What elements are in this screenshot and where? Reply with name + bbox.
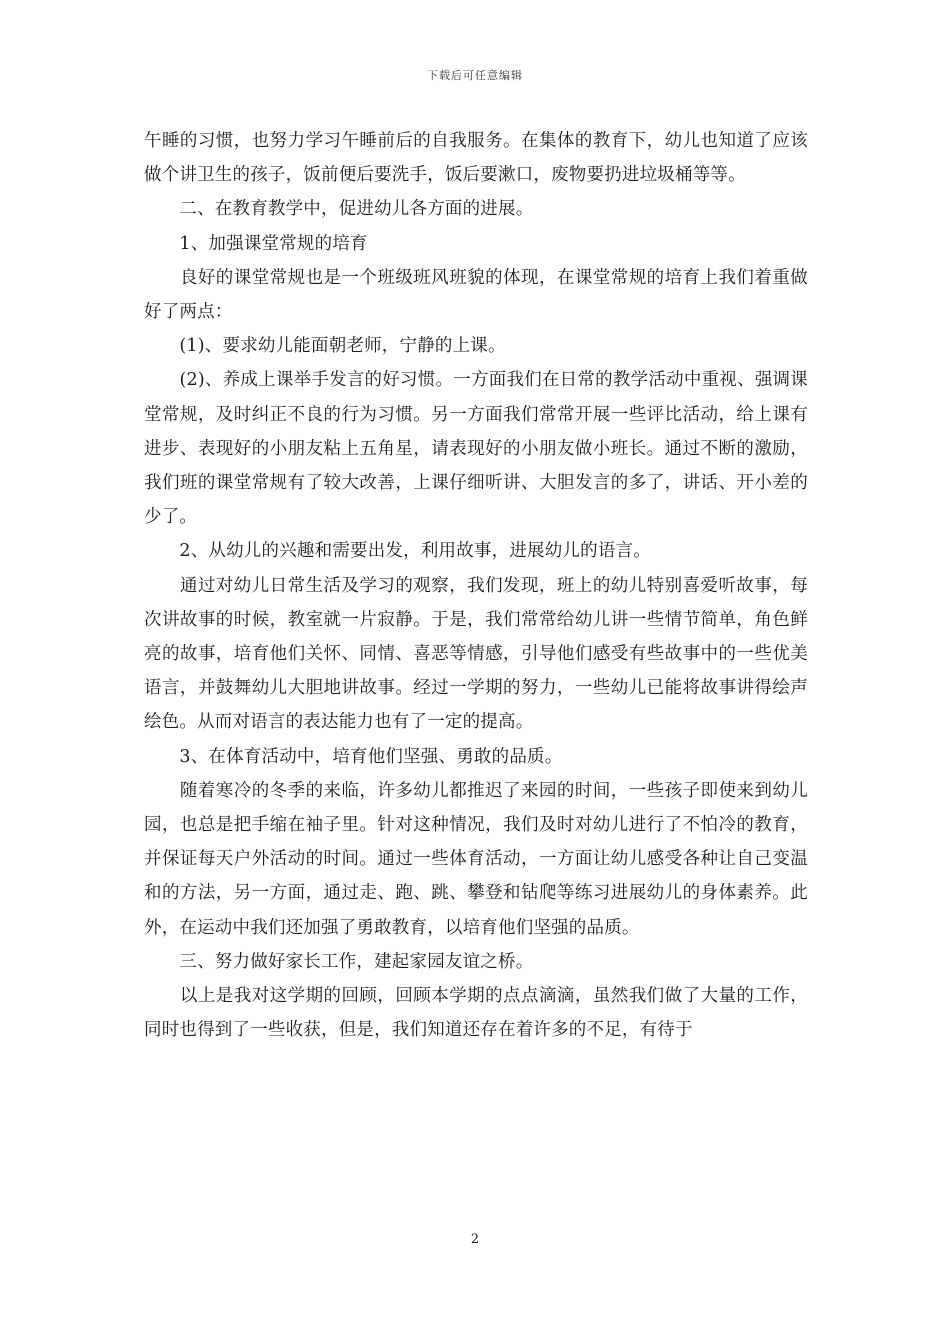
page-number: 2 [470,1232,480,1247]
section-heading: 二、在教育教学中，促进幼儿各方面的进展。 [144,199,534,220]
body-paragraph: 以上是我对这学期的回顾，回顾本学期的点点滴滴，虽然我们做了大量的工作，同时也得到了一些收获，但是，我们知道还存在着许多的不足，有待于 [144,986,808,1041]
body-paragraph: 随着寒冷的冬季的来临，许多幼儿都推迟了来园的时间，一些孩子即使来到幼儿园，也总是把手缩在袖子里。针对这种情况，我们及时对幼儿进行了不怕冷的教育，并保证每天户外活动的时间。通过一些体育活动，一方面让幼儿感受各种让自己变温和的方法，另一方面，通过走、跑、跳、攀登和钻爬等练习进展幼儿的身体素养。此外，在运动中我们还加强了勇敢教育，以培育他们坚强的品质。 [144,780,808,938]
subsection-heading: 2、从幼儿的兴趣和需要出发，利用故事，进展幼儿的语言。 [144,541,651,562]
list-item: (1)、要求幼儿能面朝老师，宁静的上课。 [144,336,506,357]
body-paragraph: 良好的课堂常规也是一个班级班风班貌的体现，在课堂常规的培育上我们着重做好了两点： [144,267,808,323]
subsection-heading: 3、在体育活动中，培育他们坚强、勇敢的品质。 [144,746,563,767]
body-paragraph: 午睡的习惯，也努力学习午睡前后的自我服务。在集体的教育下，幼儿也知道了应该做个讲卫生的孩子，饭前便后要洗手，饭后要漱口，废物要扔进垃圾桶等等。 [144,131,808,186]
body-paragraph: 通过对幼儿日常生活及学习的观察，我们发现，班上的幼儿特别喜爱听故事，每次讲故事的时候，教室就一片寂静。于是，我们常常给幼儿讲一些情节简单，角色鲜亮的故事，培育他们关怀、同情、喜恶等情感，引导他们感受有些故事中的一些优美语言，并鼓舞幼儿大胆地讲故事。经过一学期的努力，一些幼儿已能将故事讲得绘声绘色。从而对语言的表达能力也有了一定的提高。 [144,575,808,733]
section-heading: 三、努力做好家长工作，建起家园友谊之桥。 [144,951,534,972]
document-body [144,124,808,1047]
list-item: (2)、养成上课举手发言的好习惯。一方面我们在日常的教学活动中重视、强调课堂常规，及时纠正不良的行为习惯。另一方面我们常常开展一些评比活动，给上课有进步、表现好的小朋友粘上五角星，请表现好的小朋友做小班长。通过不断的激励，我们班的课堂常规有了较大改善，上课仔细听讲、大胆发言的多了，讲话、开小差的少了。 [144,370,808,528]
subsection-heading: 1、加强课堂常规的培育 [144,233,368,254]
page-header: 下载后可任意编辑 [427,69,523,82]
